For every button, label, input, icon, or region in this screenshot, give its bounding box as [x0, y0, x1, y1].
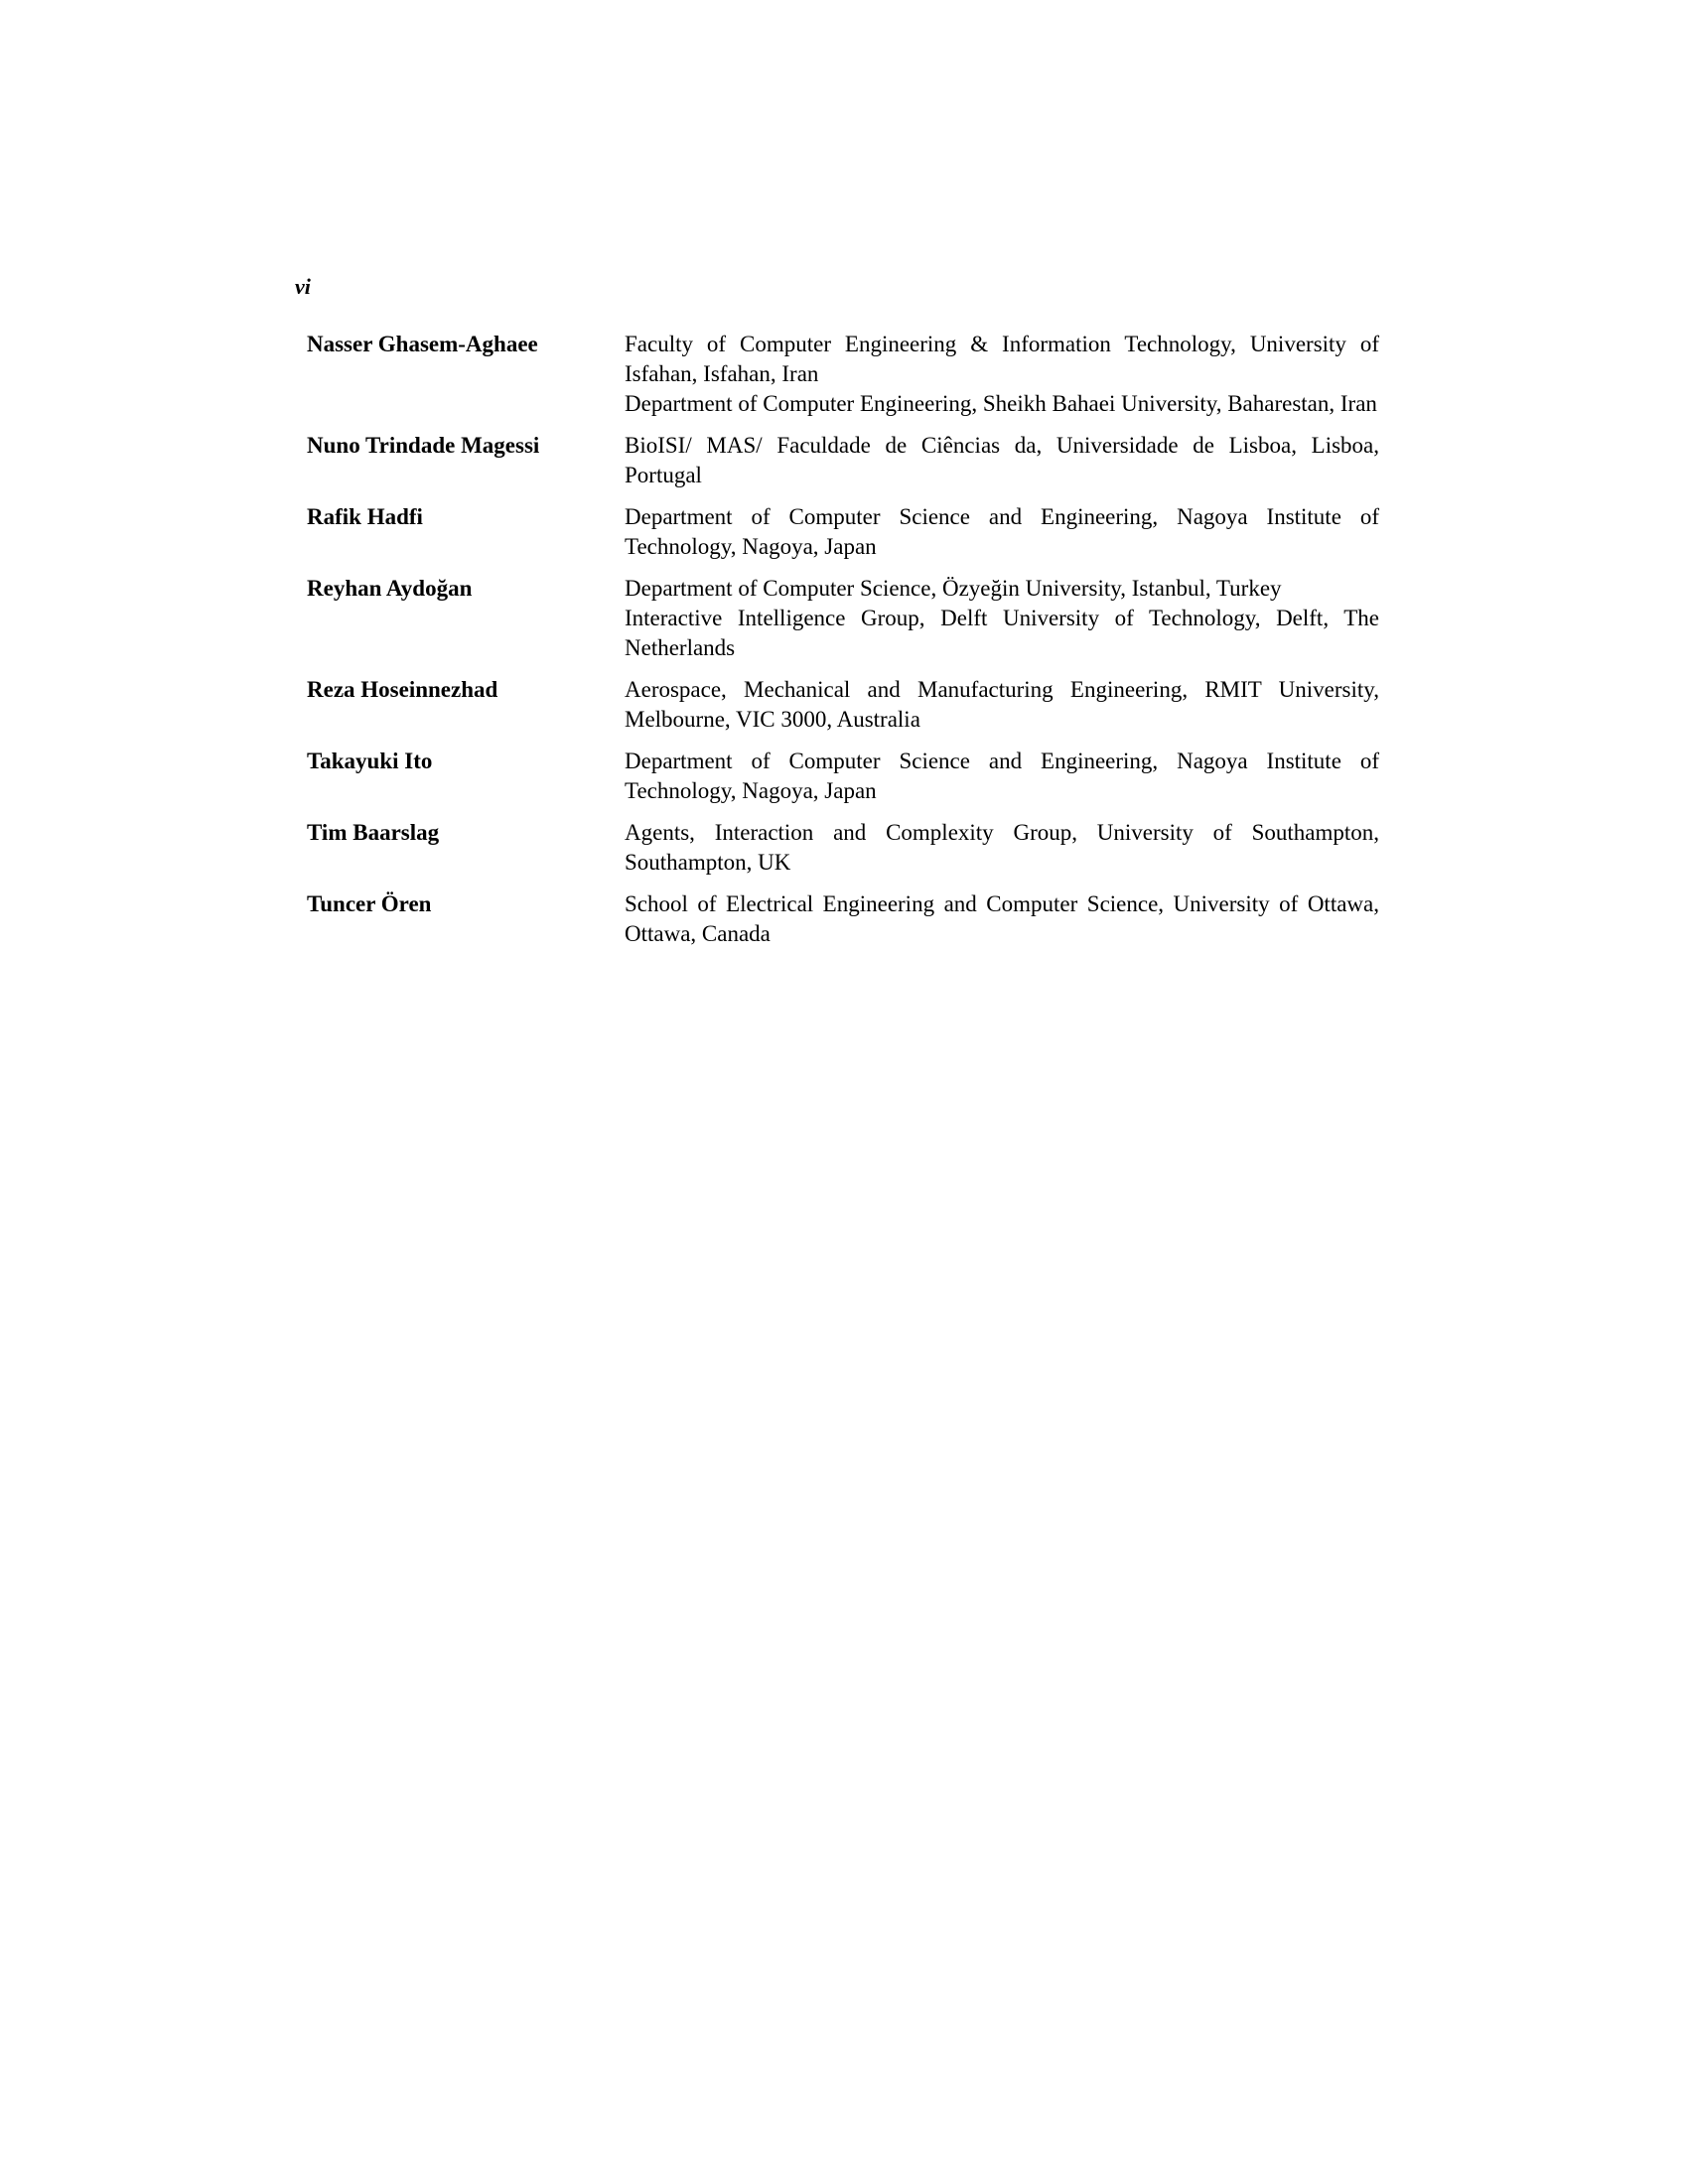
affiliation-text: Agents, Interaction and Complexity Group, University of Southampton, Southampton, UK: [625, 820, 1379, 875]
contributor-name: Reyhan Aydoğan: [307, 576, 473, 601]
contributor-name: Rafik Hadfi: [307, 504, 423, 529]
affiliation-text: School of Electrical Engineering and Computer Science, University of Ottawa, Ottawa, Canada: [625, 891, 1379, 946]
contributor-entry: [307, 818, 1379, 878]
page-number: vi: [295, 274, 311, 299]
contributor-affiliations: [625, 431, 1379, 490]
contributor-entry: [307, 889, 1379, 949]
contributor-entry: [307, 574, 1379, 663]
contributor-name: Tuncer Ören: [307, 891, 432, 916]
affiliation-text: BioISI/ MAS/ Faculdade de Ciências da, Universidade de Lisboa, Lisboa, Portugal: [625, 433, 1379, 487]
affiliation-text: Interactive Intelligence Group, Delft University of Technology, Delft, The Netherlands: [625, 606, 1379, 660]
contributor-name: Tim Baarslag: [307, 820, 440, 845]
affiliation-text: Department of Computer Science and Engineering, Nagoya Institute of Technology, Nagoya, Japan: [625, 504, 1379, 559]
contributor-name: Nasser Ghasem-Aghaee: [307, 332, 538, 356]
contributor-affiliations: [625, 818, 1379, 878]
affiliation-text: Department of Computer Science and Engineering, Nagoya Institute of Technology, Nagoya, Japan: [625, 749, 1379, 803]
contributor-list: [307, 330, 1379, 961]
affiliation-text: Aerospace, Mechanical and Manufacturing Engineering, RMIT University, Melbourne, VIC 3000, Australia: [625, 677, 1379, 732]
contributor-name: Reza Hoseinnezhad: [307, 677, 498, 702]
affiliation-text: Faculty of Computer Engineering & Information Technology, University of Isfahan, Isfahan, Iran: [625, 332, 1379, 386]
contributor-affiliations: [625, 675, 1379, 735]
affiliation-text: Department of Computer Engineering, Sheikh Bahaei University, Baharestan, Iran: [625, 391, 1377, 416]
contributor-affiliations: [625, 502, 1379, 562]
contributor-entry: [307, 502, 1379, 562]
contributor-entry: [307, 675, 1379, 735]
contributor-affiliations: [625, 330, 1379, 419]
affiliation-text: Department of Computer Science, Özyeğin University, Istanbul, Turkey: [625, 576, 1282, 601]
contributor-affiliations: [625, 747, 1379, 806]
contributor-affiliations: [625, 889, 1379, 949]
contributor-name: Nuno Trindade Magessi: [307, 433, 540, 458]
contributor-name: Takayuki Ito: [307, 749, 433, 773]
contributor-entry: [307, 330, 1379, 419]
contributor-entry: [307, 431, 1379, 490]
contributor-entry: [307, 747, 1379, 806]
contributor-affiliations: [625, 574, 1379, 663]
